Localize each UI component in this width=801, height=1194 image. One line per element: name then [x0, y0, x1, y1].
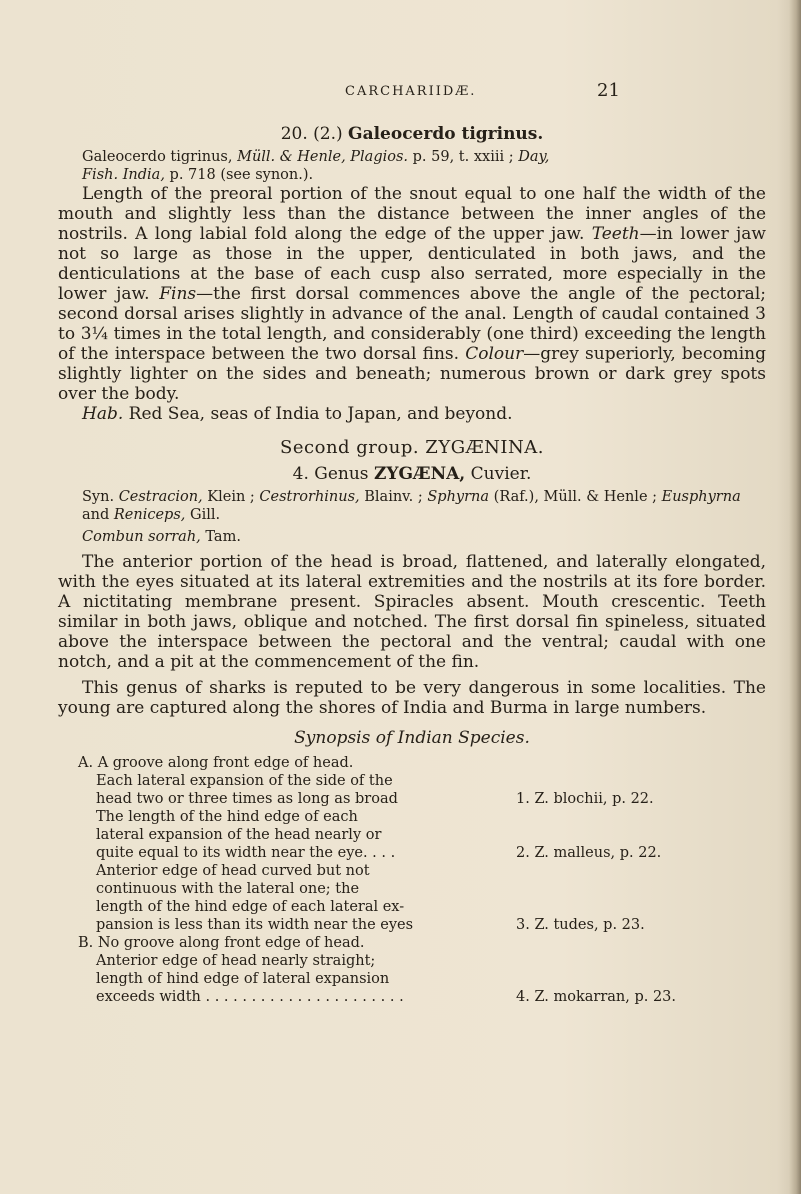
species-name: Galeocerdo tigrinus.	[348, 124, 544, 144]
species-description: Length of the preoral portion of the snout equal to one half the width of the mouth and slightly less than the distance between the inner angles of the nostrils. A long labial fold along the edge of the upper jaw. Teeth—in lower jaw not so large as those in the upper, denticulated in both jaws, and the denticulations at the base of each cusp also serrated, more especially in the lower jaw. Fins—the first dorsal commences above the angle of the pectoral; second dorsal arises slightly in advance of the anal. Length of caudal contained 3 to 3¼ times in the total length, and considerably (one third) exceeding the length of the interspace between the two dorsal fins. Colour—grey superiorly, becoming slightly lighter on the sides and beneath; numerous brown or dark grey spots over the body.	[58, 184, 767, 404]
teeth-label: Teeth	[591, 224, 640, 244]
genus-note: This genus of sharks is reputed to be very dangerous in some localities. The young are captured along the shores of India and Burma in large numbers.	[58, 678, 766, 718]
genus-synonymy: Syn. Cestracion, Klein ; Cestrorhinus, Blainv. ; Sphyrna (Raf.), Müll. & Henle ; Eusphyrna and Reniceps, Gill.	[82, 489, 741, 523]
genus-description: The anterior portion of the head is broad, flattened, and laterally elongated, with the eyes situated at its lateral extremities and the nostrils at its fore border. A nictitating membrane present. Spiracles absent. Mouth crescentic. Teeth similar in both jaws, oblique and notched. The first dorsal fin spineless, situated above the interspace between the pectoral and the ventral; caudal with one notch, and a pit at the commencement of the fin.	[58, 552, 766, 672]
page-header	[0, 82, 801, 106]
species-title: 20. (2.) Galeocerdo tigrinus.	[280, 124, 544, 144]
key-ref-3: 3. Z. tudes, p. 23.	[516, 917, 645, 933]
running-head: CARCHARIIDÆ.	[345, 84, 477, 99]
page-edge	[789, 0, 801, 1194]
genus-title: 4. Genus ZYGÆNA, Cuvier.	[292, 464, 532, 484]
synopsis-title: Synopsis of Indian Species.	[294, 728, 530, 748]
colour-label: Colour	[465, 344, 524, 364]
key-ref-2: 2. Z. malleus, p. 22.	[516, 845, 662, 861]
species-synonymy: Galeocerdo tigrinus, Müll. & Henle, Plagios. p. 59, t. xxiii ; Day, Fish. India, p. 718 (see synon.).	[82, 149, 550, 183]
key-ref-1: 1. Z. blochii, p. 22.	[516, 791, 654, 807]
group-title: Second group. ZYGÆNINA.	[280, 437, 544, 458]
genus-vernacular: Combun sorrah, Tam.	[82, 529, 241, 545]
species-key	[58, 754, 766, 1006]
key-item-1: Each lateral expansion of the side of the head two or three times as long as broad 1. Z. blochii, p. 22.	[58, 772, 766, 808]
page-body	[58, 124, 766, 1006]
page-number: 21	[597, 80, 620, 101]
fins-label: Fins	[159, 284, 197, 304]
key-heading-b: B. No groove along front edge of head.	[78, 935, 365, 951]
key-item-2: The length of the hind edge of each lateral expansion of the head nearly or quite equal to its width near the eye. . . . 2. Z. malleus, p. 22.	[58, 808, 766, 862]
key-item-4: Anterior edge of head nearly straight; length of hind edge of lateral expansion exceeds width . . . . . . . . . . . . . . . . . . . . . . 4. Z. mokarran, p. 23.	[58, 952, 766, 1006]
species-habitat: Hab. Red Sea, seas of India to Japan, and beyond.	[82, 404, 513, 424]
key-item-3: Anterior edge of head curved but not continuous with the lateral one; the length of the hind edge of each lateral ex- pansion is less than its width near the eyes 3. Z. tudes, p. 23.	[58, 862, 766, 934]
key-ref-4: 4. Z. mokarran, p. 23.	[516, 989, 677, 1005]
key-heading-a: A. A groove along front edge of head.	[78, 755, 354, 771]
